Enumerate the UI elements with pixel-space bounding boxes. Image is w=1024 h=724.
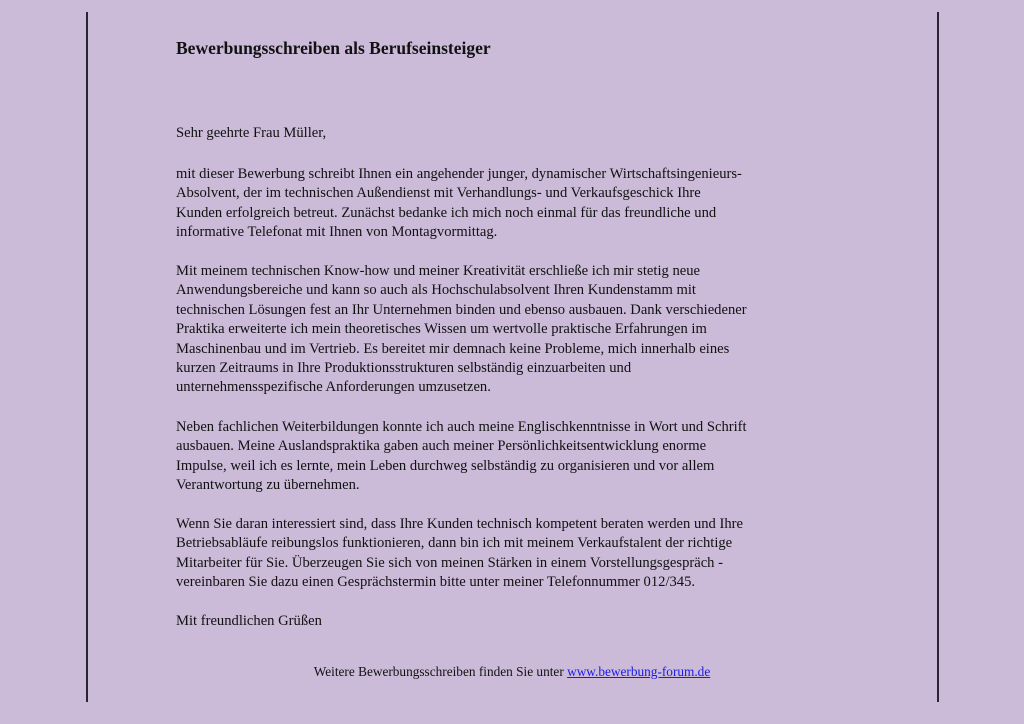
text-line: technischen Lösungen fest an Ihr Unternehmen binden und ebenso ausbauen. Dank verschiedener (176, 301, 747, 318)
text-line: mit dieser Bewerbung schreibt Ihnen ein angehender junger, dynamischer Wirtschaftsingenieurs- (176, 166, 742, 182)
letter-paragraph-2 (176, 262, 866, 398)
footer-link[interactable]: www.bewerbung-forum.de (567, 664, 711, 679)
text-line: Impulse, weil ich es lernte, mein Leben durchweg selbständig zu organisieren und vor allem (176, 457, 715, 474)
text-line: vereinbaren Sie dazu einen Gesprächstermin bitte unter meiner Telefonnummer 012/345. (176, 574, 696, 591)
text-line: informative Telefonat mit Ihnen von Montagvormittag. (176, 224, 498, 241)
text-line: ausbauen. Meine Auslandspraktika gaben auch meiner Persönlichkeitsentwicklung enorme (176, 438, 707, 455)
letter-paragraph-3 (176, 418, 866, 496)
text-line: Neben fachlichen Weiterbildungen konnte ich auch meine Englischkenntnisse in Wort und Schrift (176, 419, 747, 435)
text-line: Maschinenbau und im Vertrieb. Es bereitet mir demnach keine Probleme, mich innerhalb eines (176, 340, 730, 357)
letter-title: Bewerbungsschreiben als Berufseinsteiger (176, 38, 491, 58)
footer (0, 664, 1024, 680)
letter-salutation: Sehr geehrte Frau Müller, (176, 125, 327, 141)
text-line: kurzen Zeitraums in Ihre Produktionsstrukturen selbständig einzuarbeiten und (176, 360, 632, 377)
letter-paragraph-1 (176, 165, 866, 243)
text-line: Mitarbeiter für Sie. Überzeugen Sie sich von meinen Stärken in einem Vorstellungsgespräch - (176, 554, 723, 571)
letter-paragraph-4 (176, 515, 866, 593)
text-line: Wenn Sie daran interessiert sind, dass Ihre Kunden technisch kompetent beraten werden und Ihre (176, 516, 743, 532)
text-line: Absolvent, der im technischen Außendienst mit Verhandlungs- und Verkaufsgeschick Ihre (176, 185, 701, 202)
letter-closing: Mit freundlichen Grüßen (176, 613, 322, 629)
text-line: Verantwortung zu übernehmen. (176, 477, 360, 494)
left-margin-rule (86, 12, 88, 702)
text-line: Betriebsabläufe reibungslos funktionieren, dann bin ich mit meinem Verkaufstalent der richtige (176, 535, 733, 552)
footer-text: Weitere Bewerbungsschreiben finden Sie unter (313, 664, 564, 679)
text-line: Mit meinem technischen Know-how und meiner Kreativität erschließe ich mir stetig neue (176, 263, 700, 279)
text-line: Anwendungsbereiche und kann so auch als Hochschulabsolvent Ihren Kundenstamm mit (176, 282, 696, 299)
text-line: Kunden erfolgreich betreut. Zunächst bedanke ich mich noch einmal für das freundliche und (176, 204, 717, 221)
right-margin-rule (937, 12, 939, 702)
text-line: Praktika erweiterte ich mein theoretisches Wissen um wertvolle praktische Erfahrungen im (176, 321, 707, 338)
text-line: unternehmensspezifische Anforderungen umzusetzen. (176, 379, 491, 396)
